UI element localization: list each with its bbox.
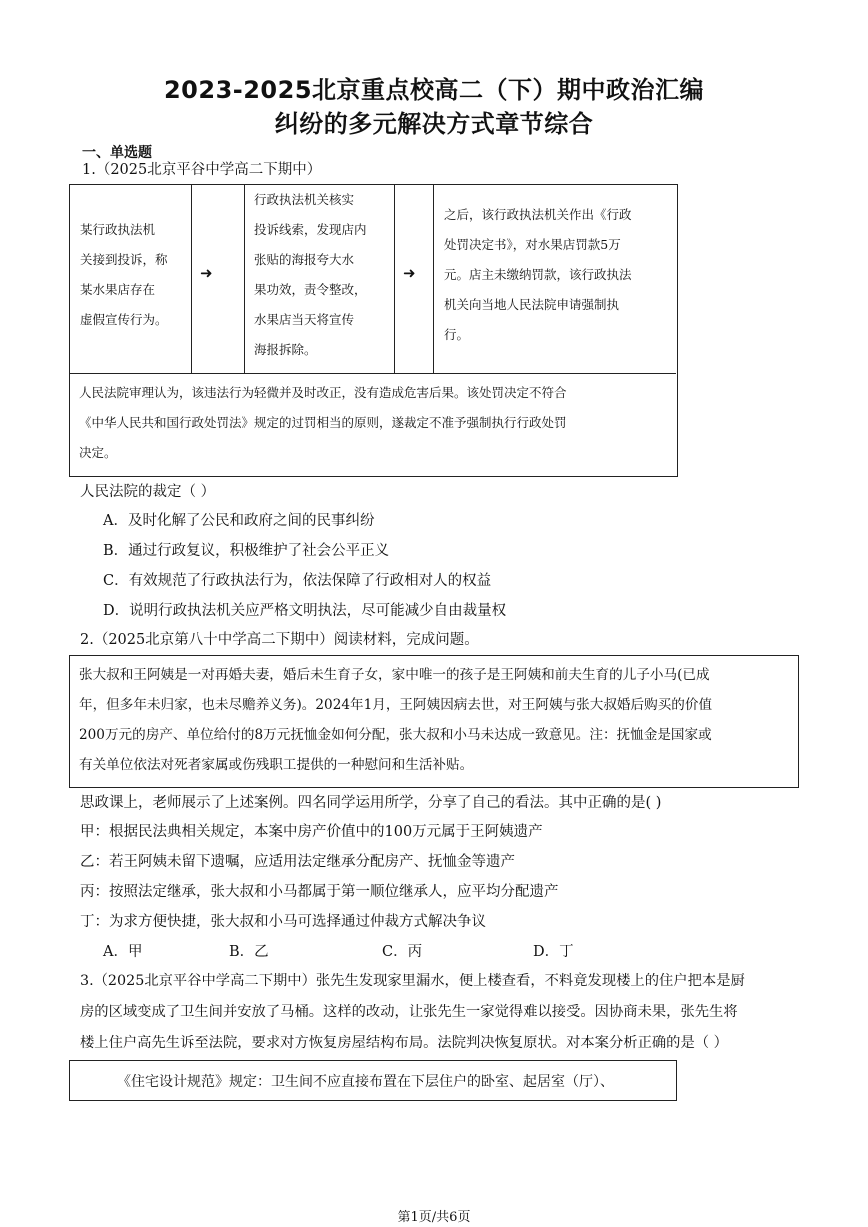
q2-statement-jia: 甲：根据民法典相关规定，本案中房产价值中的100万元属于王阿姨遗产: [80, 824, 543, 840]
arrow-right-icon: ➜: [403, 264, 416, 282]
q2-option-a[interactable]: A．甲: [103, 944, 143, 960]
q2-statement-ding: 丁：为求方便快捷，张大叔和小马可选择通过仲裁方式解决争议: [80, 914, 486, 930]
q2-option-b[interactable]: B．乙: [229, 944, 269, 960]
q3-line: 房的区域变成了卫生间并安放了马桶。这样的改动，让张先生一家觉得难以接受。因协商未果，张先生将: [80, 1004, 738, 1020]
q3-material-box: [69, 1060, 677, 1101]
q1-option-b[interactable]: B．通过行政复议，积极维护了社会公平正义: [103, 543, 390, 559]
q1-question: 人民法院的裁定（ ）: [80, 484, 216, 500]
court-text: 《中华人民共和国行政处罚法》规定的过罚相当的原则，遂裁定不准予强制执行行政处罚: [79, 415, 567, 430]
q2-option-d[interactable]: D．丁: [533, 944, 574, 960]
q3-line: 3.（2025北京平谷中学高二下期中）张先生发现家里漏水，便上楼查看，不料竟发现楼上的住户把本是厨: [80, 973, 745, 989]
flow-text: 机关向当地人民法院申请强制执: [444, 297, 620, 312]
q2-material-box: [69, 655, 799, 788]
q1-flow-table: [69, 184, 678, 477]
flow-text: 张贴的海报夸大水: [254, 252, 355, 267]
q1-flow-step1: [70, 185, 192, 374]
document-title: 2023-2025北京重点校高二（下）期中政治汇编: [163, 76, 705, 104]
court-text: 人民法院审理认为，该违法行为轻微并及时改正，没有造成危害后果。该处罚决定不符合: [79, 385, 567, 400]
q1-flow-step2: [245, 185, 395, 374]
flow-text: 虚假宣传行为。: [80, 312, 168, 327]
flow-text: 元。店主未缴纳罚款，该行政执法: [444, 267, 632, 282]
material-line: 有关单位依法对死者家属或伤残职工提供的一种慰问和生活补贴。: [79, 757, 474, 773]
flow-text: 果功效，责令整改，: [254, 282, 367, 297]
flow-text: 水果店当天将宣传: [254, 312, 355, 327]
q1-flow-step3: [434, 185, 676, 374]
q1-option-a[interactable]: A．及时化解了公民和政府之间的民事纠纷: [103, 513, 375, 529]
flow-text: 某水果店存在: [80, 282, 156, 297]
q2-statement-bing: 丙：按照法定继承，张大叔和小马都属于第一顺位继承人，应平均分配遗产: [80, 884, 559, 900]
q1-option-d[interactable]: D．说明行政执法机关应严格文明执法，尽可能减少自由裁量权: [103, 603, 507, 619]
material-line: 张大叔和王阿姨是一对再婚夫妻，婚后未生育子女，家中唯一的孩子是王阿姨和前夫生育的儿子小马(已成: [79, 667, 710, 683]
section-heading: 一、单选题: [82, 145, 152, 161]
flow-text: 关接到投诉，称: [80, 252, 168, 267]
q1-stem: 1.（2025北京平谷中学高二下期中）: [82, 162, 322, 178]
q1-court-ruling: [79, 378, 567, 468]
q2-question: 思政课上，老师展示了上述案例。四名同学运用所学，分享了自己的看法。其中正确的是( ): [80, 795, 662, 811]
q1-flow-arrow1: [192, 185, 245, 374]
q2-stem: 2.（2025北京第八十中学高二下期中）阅读材料，完成问题。: [80, 632, 479, 648]
q1-flow-arrow2: [395, 185, 434, 374]
flow-text: 之后，该行政执法机关作出《行政: [444, 207, 632, 222]
flow-text: 行。: [444, 327, 470, 342]
page-number: 第1页/共6页: [397, 1210, 471, 1225]
flow-text: 处罚决定书》，对水果店罚款5万: [444, 237, 621, 252]
flow-text: 投诉线索，发现店内: [254, 222, 367, 237]
court-text: 决定。: [79, 445, 117, 460]
q2-option-c[interactable]: C．丙: [382, 944, 423, 960]
document-subtitle: 纠纷的多元解决方式章节综合: [274, 110, 594, 138]
material-line: 年，但多年未归家，也未尽赡养义务)。2024年1月，王阿姨因病去世，对王阿姨与张大叔婚后购买的价值: [79, 697, 713, 713]
material-line: 200万元的房产、单位给付的8万元抚恤金如何分配，张大叔和小马未达成一致意见。注：抚恤金是国家或: [79, 727, 712, 743]
q2-statement-yi: 乙：若王阿姨未留下遗嘱，应适用法定继承分配房产、抚恤金等遗产: [80, 854, 515, 870]
flow-text: 某行政执法机: [80, 222, 156, 237]
q3-stem: [80, 966, 745, 1059]
q1-option-c[interactable]: C．有效规范了行政执法行为，依法保障了行政相对人的权益: [103, 573, 492, 589]
q3-material-text: 《住宅设计规范》规定：卫生间不应直接布置在下层住户的卧室、起居室（厅）、: [117, 1074, 614, 1090]
flow-text: 行政执法机关核实: [254, 192, 355, 207]
arrow-right-icon: ➜: [200, 264, 213, 282]
flow-text: 海报拆除。: [254, 342, 317, 357]
q3-line: 楼上住户高先生诉至法院，要求对方恢复房屋结构布局。法院判决恢复原状。对本案分析正确的是（ ）: [80, 1035, 728, 1051]
